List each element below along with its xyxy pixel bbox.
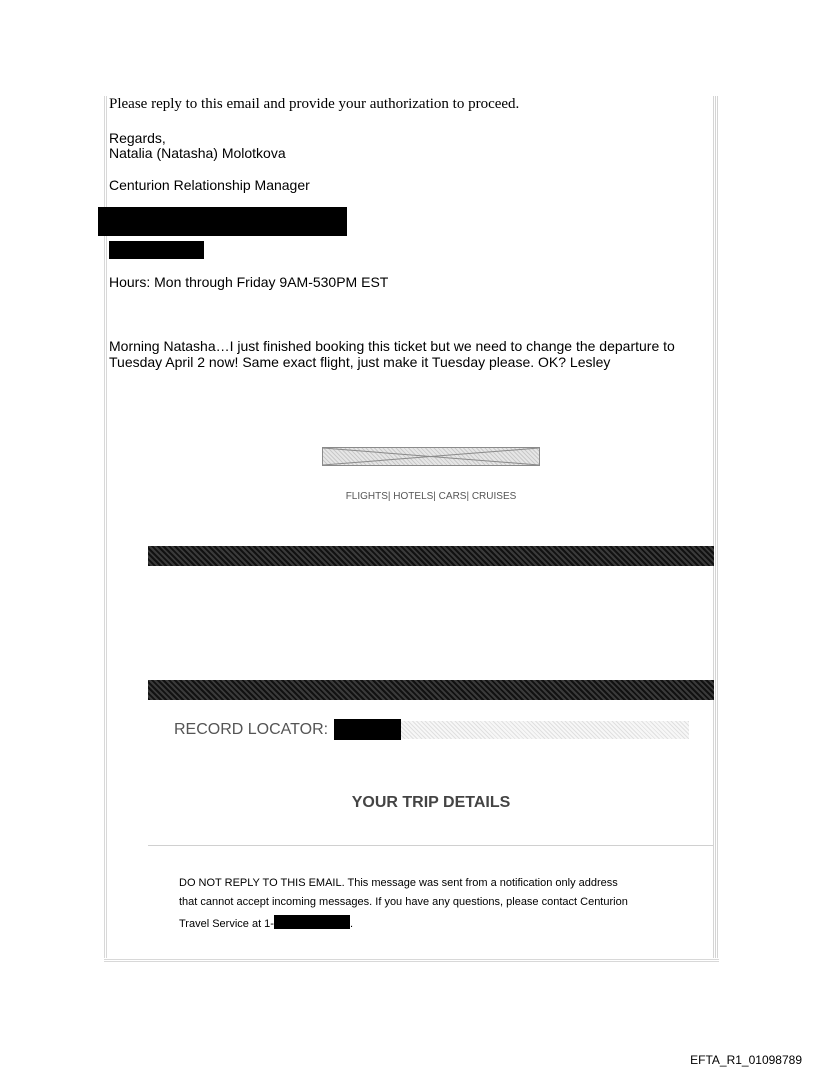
message-body-line-1: Morning Natasha…I just finished booking this ticket but we need to change the departure to	[109, 338, 675, 354]
reply-request-text: Please reply to this email and provide your authorization to proceed.	[109, 96, 520, 112]
redaction-block	[109, 241, 204, 259]
disclaimer-line-3-suffix: .	[349, 918, 354, 930]
disclaimer-line-3-prefix: Travel Service at 1-	[179, 918, 274, 930]
disclaimer-line-1: DO NOT REPLY TO THIS EMAIL. This message was sent from a notification only address	[179, 877, 618, 889]
sender-title: Centurion Relationship Manager	[109, 177, 310, 193]
bates-number: EFTA_R1_01098789	[690, 1053, 802, 1067]
phone-redaction	[274, 915, 350, 929]
sender-name: Natalia (Natasha) Molotkova	[109, 145, 286, 161]
office-hours-text: Hours: Mon through Friday 9AM-530PM EST	[109, 274, 389, 290]
regards-text: Regards,	[109, 130, 166, 146]
header-banner	[148, 546, 714, 566]
section-banner	[148, 680, 714, 700]
record-locator-redaction	[334, 719, 401, 740]
disclaimer-line-2: that cannot accept incoming messages. If you have any questions, please contact Centurion	[179, 896, 628, 908]
travel-nav-links[interactable]: FLIGHTS| HOTELS| CARS| CRUISES	[345, 491, 517, 502]
email-frame-bottom-border	[104, 958, 719, 962]
disclaimer-line-3	[179, 915, 353, 930]
record-locator-field-bg	[400, 721, 689, 739]
record-locator-label: RECORD LOCATOR:	[174, 721, 329, 738]
redaction-block	[98, 207, 347, 236]
missing-logo-image	[322, 447, 540, 466]
section-divider	[148, 845, 713, 846]
trip-details-heading: YOUR TRIP DETAILS	[351, 794, 511, 811]
email-frame-right-border	[713, 96, 719, 962]
message-body-line-2: Tuesday April 2 now! Same exact flight, just make it Tuesday please. OK? Lesley	[109, 354, 611, 370]
